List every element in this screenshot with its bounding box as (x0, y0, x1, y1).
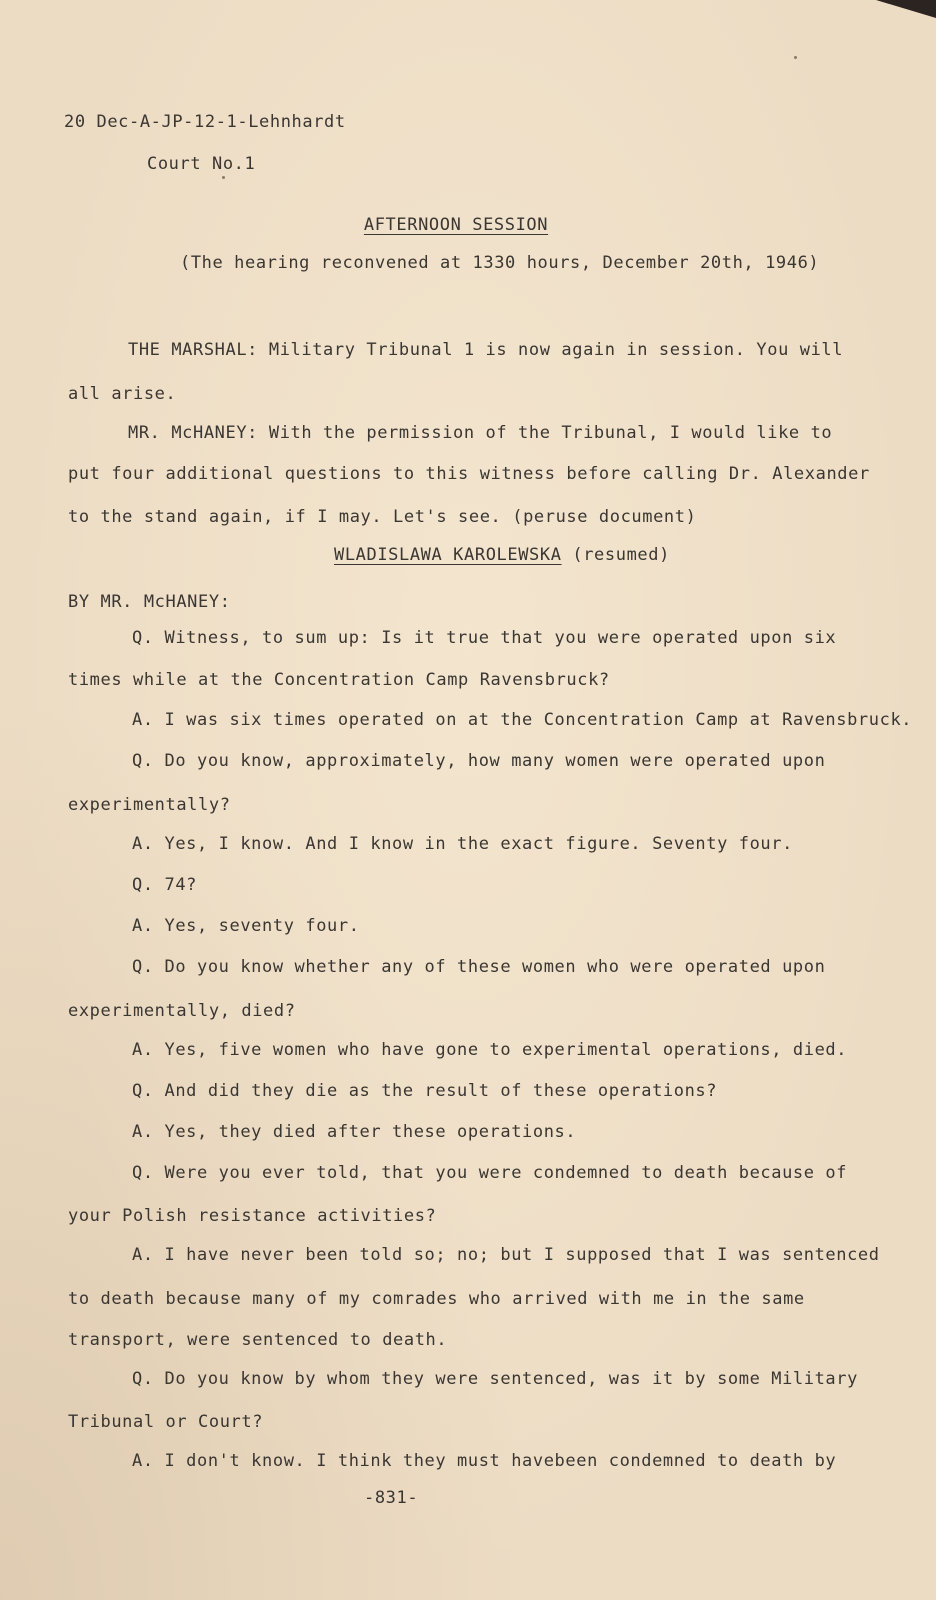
testimony-line: your Polish resistance activities? (68, 1206, 437, 1226)
testimony-line: A. Yes, five women who have gone to experimental operations, died. (132, 1040, 848, 1060)
marshal-line-2: all arise. (68, 384, 177, 404)
ink-speck (794, 56, 797, 59)
ink-speck (222, 176, 225, 179)
court-label: Court No.1 (147, 154, 256, 174)
testimony-line: Q. 74? (132, 875, 198, 895)
testimony-line: A. Yes, I know. And I know in the exact figure. Seventy four. (132, 834, 793, 854)
testimony-line: A. I was six times operated on at the Concentration Camp at Ravensbruck. (132, 710, 913, 730)
mchaney-line-2: put four additional questions to this witness before calling Dr. Alexander (68, 464, 870, 484)
marshal-line-1: THE MARSHAL: Military Tribunal 1 is now again in session. You will (128, 340, 844, 360)
testimony-line: Q. Do you know, approximately, how many women were operated upon (132, 751, 826, 771)
testimony-line: transport, were sentenced to death. (68, 1330, 448, 1350)
mchaney-line-3: to the stand again, if I may. Let's see. (peruse document) (68, 507, 697, 527)
testimony-line: to death because many of my comrades who arrived with me in the same (68, 1289, 805, 1309)
testimony-line: times while at the Concentration Camp Ravensbruck? (68, 670, 610, 690)
testimony-line: A. I have never been told so; no; but I supposed that I was sentenced (132, 1245, 880, 1265)
examiner-label: BY MR. McHANEY: (68, 592, 231, 612)
witness-heading (334, 545, 670, 565)
testimony-line: Q. Were you ever told, that you were condemned to death because of (132, 1163, 848, 1183)
session-title: AFTERNOON SESSION (363, 215, 549, 235)
testimony-line: Q. Witness, to sum up: Is it true that you were operated upon six (132, 628, 837, 648)
testimony-line: experimentally? (68, 795, 231, 815)
torn-corner (876, 0, 936, 18)
testimony-line: Q. And did they die as the result of these operations? (132, 1081, 718, 1101)
testimony-line: Q. Do you know whether any of these women who were operated upon (132, 957, 826, 977)
testimony-line: experimentally, died? (68, 1001, 296, 1021)
testimony-line: A. I don't know. I think they must havebeen condemned to death by (132, 1451, 837, 1471)
testimony-line: A. Yes, they died after these operations. (132, 1122, 577, 1142)
reconvene-note: (The hearing reconvened at 1330 hours, December 20th, 1946) (180, 253, 820, 273)
witness-status: (resumed) (572, 545, 670, 565)
testimony-line: Tribunal or Court? (68, 1412, 264, 1432)
testimony-line: Q. Do you know by whom they were sentenced, was it by some Military (132, 1369, 858, 1389)
witness-name: WLADISLAWA KAROLEWSKA (334, 545, 562, 565)
page-number: -831- (364, 1488, 419, 1508)
header-reference: 20 Dec-A-JP-12-1-Lehnhardt (64, 112, 346, 132)
testimony-line: A. Yes, seventy four. (132, 916, 360, 936)
mchaney-line-1: MR. McHANEY: With the permission of the Tribunal, I would like to (128, 423, 833, 443)
